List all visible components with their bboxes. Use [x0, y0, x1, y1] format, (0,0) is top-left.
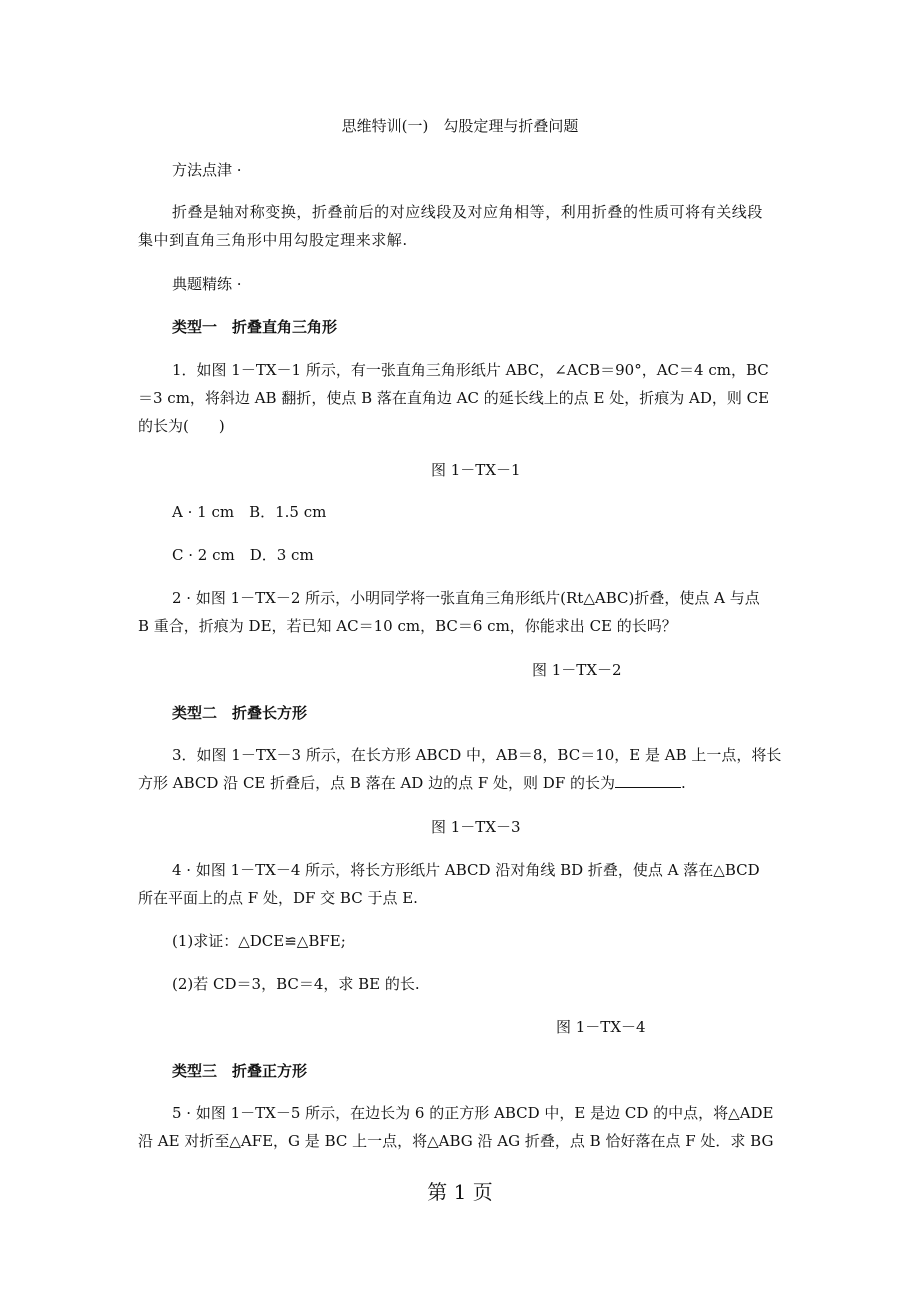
- q1-option-cd: C · 2 cm D．3 cm: [172, 546, 314, 564]
- q5-line-2: 沿 AE 对折至△AFE，G 是 BC 上一点，将△ABG 沿 AG 折叠，点 B 恰好落在点 F 处．求 BG: [138, 1132, 774, 1150]
- q1-option-ab: A · 1 cm B．1.5 cm: [172, 503, 327, 521]
- method-heading: 方法点津 ·: [172, 161, 242, 179]
- method-text-line-1: 折叠是轴对称变换，折叠前后的对应线段及对应角相等，利用折叠的性质可将有关线段: [172, 203, 763, 221]
- q5-line-1: 5 · 如图 1－TX－5 所示，在边长为 6 的正方形 ABCD 中，E 是边 CD 的中点，将△ADE: [172, 1104, 774, 1122]
- q3-line-2-end: .: [681, 774, 686, 792]
- q2-line-2: B 重合，折痕为 DE，若已知 AC＝10 cm，BC＝6 cm，你能求出 CE 的长吗？: [138, 617, 677, 635]
- type3-heading: 类型三 折叠正方形: [172, 1062, 308, 1080]
- q3-line-2-text: 方形 ABCD 沿 CE 折叠后，点 B 落在 AD 边的点 F 处，则 DF 的长为: [138, 774, 616, 792]
- q3-line-2: [138, 773, 686, 793]
- figure-caption-3: 图 1－TX－3: [431, 818, 521, 836]
- q2-line-1: 2 · 如图 1－TX－2 所示，小明同学将一张直角三角形纸片(Rt△ABC)折叠，使点 A 与点: [172, 589, 760, 607]
- figure-caption-2: 图 1－TX－2: [532, 661, 622, 679]
- type2-heading: 类型二 折叠长方形: [172, 704, 308, 722]
- q1-line-2: ＝3 cm，将斜边 AB 翻折，使点 B 落在直角边 AC 的延长线上的点 E 处，折痕为 AD，则 CE: [138, 389, 770, 407]
- q4-line-1: 4 · 如图 1－TX－4 所示，将长方形纸片 ABCD 沿对角线 BD 折叠，使点 A 落在△BCD: [172, 861, 760, 879]
- type1-heading: 类型一 折叠直角三角形: [172, 318, 338, 336]
- practice-heading: 典题精练 ·: [172, 275, 242, 293]
- q1-line-3: 的长为( ): [138, 417, 225, 435]
- page-footer: 第 1 页: [427, 1180, 493, 1204]
- method-text-line-2: 集中到直角三角形中用勾股定理来求解.: [138, 231, 408, 249]
- q4-part-2: (2)若 CD＝3，BC＝4，求 BE 的长.: [172, 975, 420, 993]
- q4-line-2: 所在平面上的点 F 处，DF 交 BC 于点 E.: [138, 889, 418, 907]
- q1-line-1: 1．如图 1－TX－1 所示，有一张直角三角形纸片 ABC，∠ACB＝90°，AC＝4 cm，BC: [172, 361, 769, 379]
- figure-caption-1: 图 1－TX－1: [431, 461, 521, 479]
- page-title: 思维特训(一) 勾股定理与折叠问题: [341, 117, 579, 135]
- figure-caption-4: 图 1－TX－4: [556, 1018, 646, 1036]
- q3-line-1: 3．如图 1－TX－3 所示，在长方形 ABCD 中，AB＝8，BC＝10，E 是 AB 上一点，将长: [172, 746, 782, 764]
- q4-part-1: (1)求证：△DCE≌△BFE;: [172, 932, 346, 950]
- answer-blank[interactable]: [615, 773, 681, 788]
